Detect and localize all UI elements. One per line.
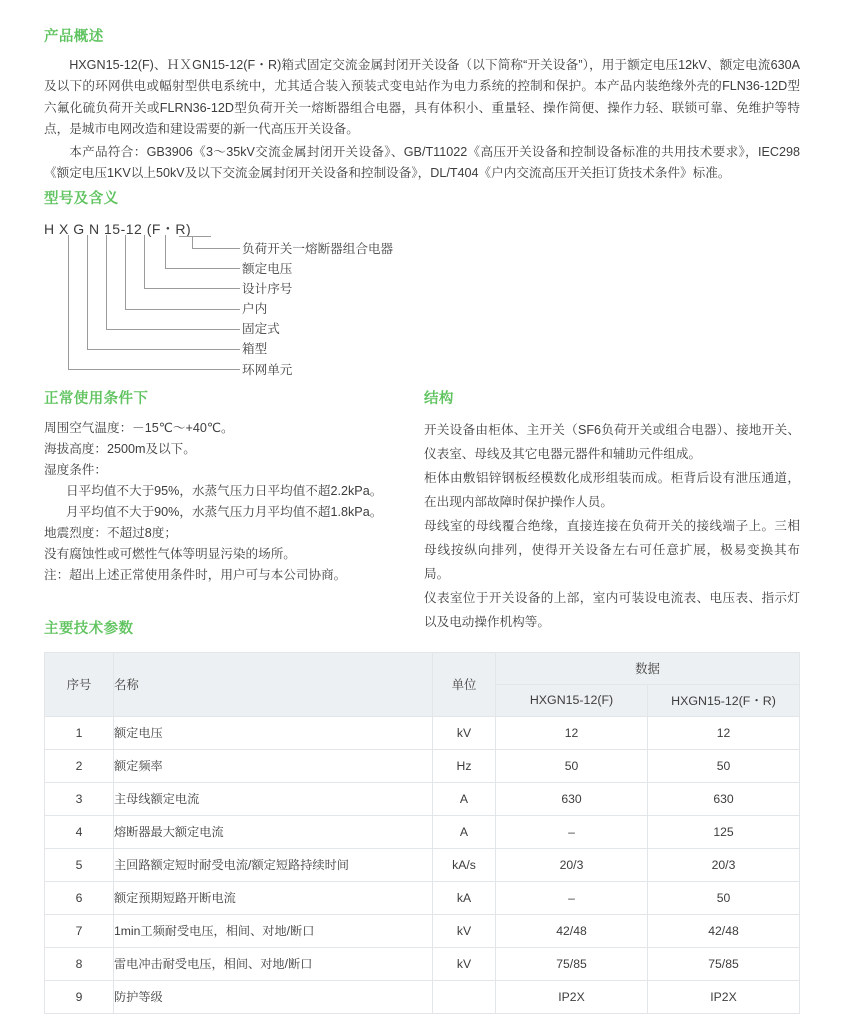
model-label-list bbox=[242, 239, 602, 380]
cell-model-1: 42/48 bbox=[496, 914, 648, 947]
table-header-row-1 bbox=[45, 652, 800, 684]
condition-line: 周围空气温度：－15℃～+40℃。 bbox=[44, 420, 234, 435]
cell-unit: kV bbox=[433, 914, 496, 947]
overview-paragraph-2: 本产品符合：GB3906《3～35kV交流金属封闭开关设备》、GB/T11022《高压开关设备和控制设备标准的共用技术要求》，IEC298《额定电压1KV以上50kV及以下交流金属封闭开关设备和控制设备》，DL/T404《户内交流高压开关拒订货技术条件》标准。 bbox=[44, 144, 800, 181]
cell-model-1: 12 bbox=[496, 716, 648, 749]
condition-line: 日平均值不大于95%，水蒸气压力日平均值不超2.2kPa。 bbox=[66, 483, 383, 498]
cell-model-1: 20/3 bbox=[496, 848, 648, 881]
structure-paragraph: 柜体由敷铝锌钢板经模数化成形组装而成。柜背后设有泄压通道，在出现内部故障时保护操作人员。 bbox=[424, 470, 800, 509]
heading-technical-parameters: 主要技术参数 bbox=[44, 621, 134, 638]
cell-model-1: 50 bbox=[496, 749, 648, 782]
cell-no: 4 bbox=[45, 815, 114, 848]
table-row bbox=[45, 782, 800, 815]
table-row bbox=[45, 914, 800, 947]
cell-model-1: 630 bbox=[496, 782, 648, 815]
model-label: 固定式 bbox=[242, 322, 280, 337]
cell-model-1: – bbox=[496, 815, 648, 848]
cell-model-2: 50 bbox=[648, 749, 800, 782]
cell-unit: A bbox=[433, 782, 496, 815]
cell-unit: kA bbox=[433, 881, 496, 914]
cell-no: 9 bbox=[45, 980, 114, 1013]
cell-model-1: IP2X bbox=[496, 980, 648, 1013]
model-label: 额定电压 bbox=[242, 261, 293, 276]
table-row bbox=[45, 716, 800, 749]
table-row bbox=[45, 848, 800, 881]
cell-model-2: IP2X bbox=[648, 980, 800, 1013]
overview-paragraph-1: HXGN15-12(F)、ＨＸGN15-12(F・R)箱式固定交流金属封闭开关设备（以下简称“开关设备”），用于额定电压12kV、额定电流630A及以下的环网供电或幅射型供电系统中，尤其适合装入预装式变电站作为电力系统的控制和保护。本产品内装绝缘外壳的FLN36-12D型六氟化硫负荷开关或FLRN36-12D型负荷开关一熔断器组合电器，具有体积小、重量轻、操作简便、操作力轻、联锁可靠、免维护等特点，是城市电网改造和建设需要的新一代高压开关设备。 bbox=[44, 57, 800, 137]
cell-name: 主母线额定电流 bbox=[114, 782, 433, 815]
cell-name: 额定电压 bbox=[114, 716, 433, 749]
heading-structure: 结构 bbox=[424, 391, 454, 408]
section-technical-parameters bbox=[44, 610, 800, 1014]
section-product-overview bbox=[44, 18, 800, 185]
cell-no: 5 bbox=[45, 848, 114, 881]
cell-no: 3 bbox=[45, 782, 114, 815]
model-label: 户内 bbox=[242, 302, 268, 317]
model-code-text: H X G N 15-12 (F・R) bbox=[44, 220, 192, 237]
cell-model-1: 75/85 bbox=[496, 947, 648, 980]
condition-line: 没有腐蚀性或可燃性气体等明显污染的场所。 bbox=[44, 546, 296, 561]
column-header-name: 名称 bbox=[114, 652, 433, 716]
heading-model-designation: 型号及含义 bbox=[44, 191, 119, 208]
technical-parameters-table bbox=[44, 652, 800, 1014]
cell-model-1: – bbox=[496, 881, 648, 914]
cell-no: 1 bbox=[45, 716, 114, 749]
cell-no: 8 bbox=[45, 947, 114, 980]
cell-name: 雷电冲击耐受电压，相间、对地/断口 bbox=[114, 947, 433, 980]
structure-paragraph: 仪表室位于开关设备的上部，室内可装设电流表、电压表、指示灯以及电动操作机构等。 bbox=[424, 590, 800, 629]
column-header-unit: 单位 bbox=[433, 652, 496, 716]
table-row bbox=[45, 980, 800, 1013]
column-header-no: 序号 bbox=[45, 652, 114, 716]
cell-unit: A bbox=[433, 815, 496, 848]
cell-model-2: 75/85 bbox=[648, 947, 800, 980]
heading-operating-conditions: 正常使用条件下 bbox=[44, 391, 149, 408]
cell-name: 主回路额定短时耐受电流/额定短路持续时间 bbox=[114, 848, 433, 881]
table-row bbox=[45, 749, 800, 782]
model-label: 设计序号 bbox=[242, 281, 293, 296]
table-row bbox=[45, 815, 800, 848]
condition-note: 注：超出上述正常使用条件时，用户可与本公司协商。 bbox=[44, 567, 347, 582]
cell-model-2: 630 bbox=[648, 782, 800, 815]
model-designation-diagram bbox=[44, 220, 604, 377]
table-row bbox=[45, 947, 800, 980]
table-header bbox=[45, 652, 800, 716]
cell-no: 6 bbox=[45, 881, 114, 914]
table-row bbox=[45, 881, 800, 914]
structure-paragraph: 开关设备由柜体、主开关（SF6负荷开关或组合电器）、接地开关、仪表室、母线及其它电器元器件和辅助元件组成。 bbox=[424, 422, 800, 461]
model-label: 环网单元 bbox=[242, 362, 293, 377]
condition-line: 月平均值不大于90%，水蒸气压力月平均值不超1.8kPa。 bbox=[66, 504, 383, 519]
section-model-designation bbox=[44, 180, 800, 377]
cell-name: 1min工频耐受电压，相间、对地/断口 bbox=[114, 914, 433, 947]
cell-model-2: 125 bbox=[648, 815, 800, 848]
column-header-model-1: HXGN15-12(F) bbox=[496, 684, 648, 716]
cell-unit: kV bbox=[433, 947, 496, 980]
model-label: 负荷开关一熔断器组合电器 bbox=[242, 241, 394, 256]
cell-name: 额定频率 bbox=[114, 749, 433, 782]
condition-line: 湿度条件： bbox=[44, 462, 107, 477]
cell-unit: kV bbox=[433, 716, 496, 749]
column-header-data: 数据 bbox=[496, 652, 800, 684]
cell-no: 7 bbox=[45, 914, 114, 947]
cell-model-2: 12 bbox=[648, 716, 800, 749]
cell-no: 2 bbox=[45, 749, 114, 782]
cell-unit: Hz bbox=[433, 749, 496, 782]
condition-line: 海拔高度：2500m及以下。 bbox=[44, 441, 196, 456]
condition-line: 地震烈度：不超过8度； bbox=[44, 525, 177, 540]
cell-model-2: 50 bbox=[648, 881, 800, 914]
cell-model-2: 20/3 bbox=[648, 848, 800, 881]
column-header-model-2: HXGN15-12(F・R) bbox=[648, 684, 800, 716]
model-label: 箱型 bbox=[242, 342, 268, 357]
structure-paragraph: 母线室的母线覆合绝缘，直接连接在负荷开关的接线端子上。三相母线按纵向排列，使得开关设备左右可任意扩展，极易变换其布局。 bbox=[424, 518, 800, 581]
cell-model-2: 42/48 bbox=[648, 914, 800, 947]
cell-name: 额定预期短路开断电流 bbox=[114, 881, 433, 914]
heading-product-overview: 产品概述 bbox=[44, 29, 104, 46]
section-operating-conditions bbox=[44, 380, 414, 586]
cell-name: 防护等级 bbox=[114, 980, 433, 1013]
table-body bbox=[45, 716, 800, 1013]
cell-name: 熔断器最大额定电流 bbox=[114, 815, 433, 848]
section-structure bbox=[424, 380, 800, 634]
cell-unit: kA/s bbox=[433, 848, 496, 881]
cell-unit bbox=[433, 980, 496, 1013]
